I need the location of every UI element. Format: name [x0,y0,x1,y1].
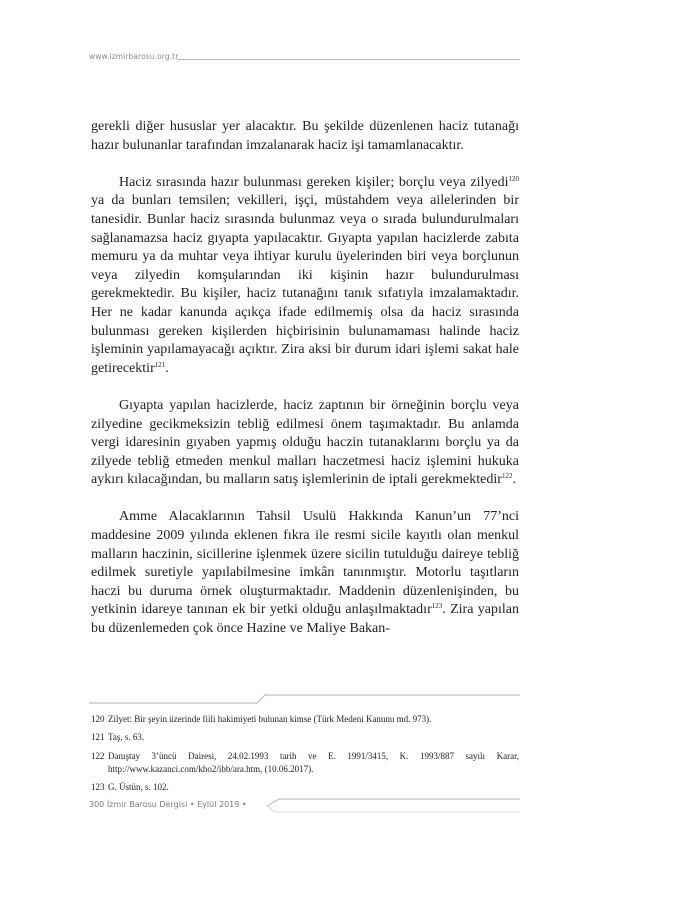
header-rule [177,59,520,60]
footnote-item [91,713,519,726]
page-header [89,52,520,68]
footnote-text: G. Üstün, s. 102. [108,782,169,793]
footnote-number: 123 [91,782,105,793]
paragraph: Gıyapta yapılan hacizlerde, haciz zaptının bir örneğinin borçlu veya zilyedine gecikmeksizin tebliğ edilmesi önem taşımaktadır. Bu anlamda vergi idaresinin gıyaben yapmış olduğu haczin tutanaklarını borçlu ya da zilyede tebliğ etmeden menkul malları haczetmesi haciz işlemini hukuka aykırı kılacağından, bu malların satış işlemlerinin de iptali gerekmektedir$^{122}$. [91,397,519,488]
page-footer [89,798,520,814]
footnote-number: 121 [91,732,105,743]
paragraph: Amme Alacaklarının Tahsil Usulü Hakkında Kanun’un 77’nci maddesine 2009 yılında eklenen fıkra ile resmi sicile kayıtlı olan menkul malların haczinin, sicillerine işlenmek üzere sicilin tutulduğu daireye tebliğ edilmek suretiyle yapılabilmesine imkân tanınmıştır. Motorlu taşıtların haczi bu duruma örnek oluşturmaktadır. Maddenin düzenlenişinden, bu yetkinin idareye tanınan ek bir yetki olduğu anlaşılmaktadır$^{123}$. Zira yapılan bu düzenlemeden çok önce Hazine ve Maliye Bakan- [91,509,519,637]
footnote-divider [89,690,520,706]
footnote-text: Taş, s. 63. [108,732,145,743]
footnote-number: 122 [91,750,105,761]
footnote-number: 120 [91,714,105,724]
paragraph: gerekli diğer hususlar yer alacaktır. Bu şekilde düzenlenen haciz tutanağı hazır bulunanlar tarafından imzalanarak haciz işi tamamlanacaktır. [91,119,519,153]
footnote-text: Danıştay 3’üncü Dairesi, 24.02.1993 tarih ve E. 1991/3415, K. 1993/887 sayılı Karar, http://www.kazanci.com/kho2/ibb/ara.htm, (10.06.2017). [108,750,519,774]
footer-text: 300 İzmir Barosu Dergisi • Eylül 2019 • [89,800,247,809]
footnote-item [91,731,519,744]
body-text [91,118,519,639]
footnote-item [91,750,519,777]
footnote-text: Zilyet: Bir şeyin üzerinde fiili hakimiyeti bulunan kimse (Türk Medeni Kanunu md. 973). [108,714,432,724]
footnotes [91,713,519,799]
paragraph: Haciz sırasında hazır bulunması gereken kişiler; borçlu veya zilyedi$^{120}$ ya da bunları temsilen; vekilleri, işçi, müstahdem veya ailelerinden bir tanesidir. Bunlar haciz sırasında bulunmaz veya o sırada bulundurulmaları sağlanamazsa haciz gıyapta yapılacaktır. Gıyapta yapılan hacizlerde zabıta memuru ya da muhtar veya ihtiyar kurulu üyelerinden biri veya borçlunun veya zilyedin komşularından iki kişinin hazır bulundurulması gerekmektedir. Bu kişiler, haciz tutanağını tanık sıfatıyla imzalamaktadır. Her ne kadar kanunda açıkça ifade edilmemiş olsa da haciz sırasında bulunması gereken kişilerden hiçbirisinin bulunamaması halinde haciz işleminin yapılamayacağı açıktır. Zira aksi bir durum idari işlemi sakat hale getirecektir$^{121}$. [91,174,519,376]
footnote-item [91,781,519,794]
header-url: www.izmirbarosu.org.tr [89,52,179,61]
